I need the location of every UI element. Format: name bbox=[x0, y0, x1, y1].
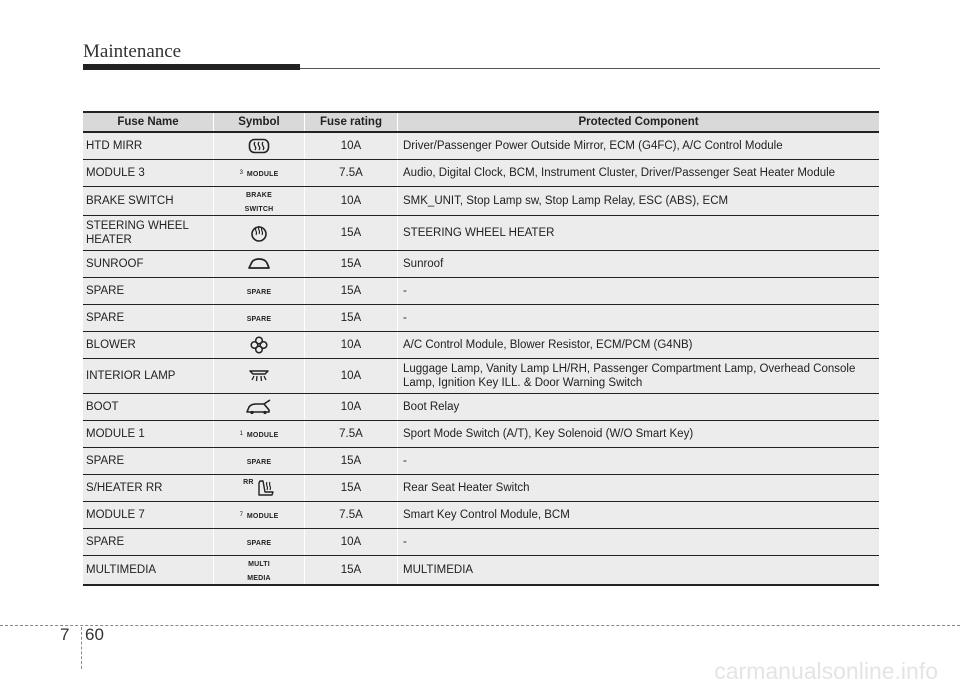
symbol-label: SPARE bbox=[246, 540, 272, 547]
table-header-row bbox=[83, 112, 879, 132]
protected-component: STEERING WHEEL HEATER bbox=[398, 216, 880, 251]
fuse-name: MODULE 7 bbox=[83, 502, 214, 529]
table-row bbox=[83, 278, 879, 305]
protected-component: Sport Mode Switch (A/T), Key Solenoid (W/O Smart Key) bbox=[398, 421, 880, 448]
fuse-name: BLOWER bbox=[83, 332, 214, 359]
fuse-name: MODULE 3 bbox=[83, 160, 214, 187]
fuse-name: INTERIOR LAMP bbox=[83, 359, 214, 394]
fuse-name: HTD MIRR bbox=[83, 132, 214, 160]
protected-component: Sunroof bbox=[398, 251, 880, 278]
table-row bbox=[83, 132, 879, 160]
fuse-name-line2: HEATER bbox=[86, 234, 132, 246]
table-row bbox=[83, 475, 879, 502]
protected-component: - bbox=[398, 278, 880, 305]
table-row bbox=[83, 160, 879, 187]
fuse-symbol bbox=[214, 394, 305, 421]
boot-open-icon bbox=[245, 399, 273, 415]
header-rule bbox=[300, 68, 880, 69]
protected-component: Boot Relay bbox=[398, 394, 880, 421]
protected-component-line1: Luggage Lamp, Vanity Lamp LH/RH, Passenger Compartment Lamp, Overhead Console bbox=[403, 363, 856, 375]
protected-component: - bbox=[398, 448, 880, 475]
table-row bbox=[83, 332, 879, 359]
fuse-rating: 10A bbox=[305, 132, 398, 160]
sunroof-icon bbox=[247, 257, 271, 271]
fuse-symbol bbox=[214, 332, 305, 359]
fuse-rating: 15A bbox=[305, 475, 398, 502]
protected-component: Audio, Digital Clock, BCM, Instrument Cluster, Driver/Passenger Seat Heater Module bbox=[398, 160, 880, 187]
table-row bbox=[83, 251, 879, 278]
fuse-rating: 7.5A bbox=[305, 421, 398, 448]
symbol-label: MODULE bbox=[246, 171, 279, 178]
protected-component: Smart Key Control Module, BCM bbox=[398, 502, 880, 529]
symbol-label: MODULE bbox=[246, 432, 279, 439]
fuse-symbol bbox=[214, 132, 305, 160]
fan-icon bbox=[250, 336, 268, 354]
col-header-symbol: Symbol bbox=[214, 112, 305, 132]
fuse-rating: 10A bbox=[305, 187, 398, 216]
fuse-name: BOOT bbox=[83, 394, 214, 421]
symbol-label-line2: SWITCH bbox=[244, 206, 274, 213]
fuse-name: MODULE 1 bbox=[83, 421, 214, 448]
fuse-rating: 7.5A bbox=[305, 160, 398, 187]
fuse-symbol bbox=[214, 529, 305, 556]
symbol-label: MODULE bbox=[246, 513, 279, 520]
symbol-label: MULTI bbox=[248, 561, 270, 568]
fuse-rating: 15A bbox=[305, 448, 398, 475]
page-number: 60 bbox=[85, 625, 104, 644]
fuse-rating: 10A bbox=[305, 394, 398, 421]
fuse-rating: 10A bbox=[305, 332, 398, 359]
protected-component: Driver/Passenger Power Outside Mirror, ECM (G4FC), A/C Control Module bbox=[398, 132, 880, 160]
table-row bbox=[83, 359, 879, 394]
symbol-label: SPARE bbox=[246, 459, 272, 466]
table-row bbox=[83, 529, 879, 556]
fuse-symbol bbox=[214, 187, 305, 216]
fuse-name: SPARE bbox=[83, 448, 214, 475]
fuse-name: MULTIMEDIA bbox=[83, 556, 214, 586]
symbol-label: SPARE bbox=[246, 316, 272, 323]
symbol-superscript: 1 bbox=[239, 431, 243, 437]
fuse-symbol bbox=[214, 556, 305, 586]
table-row bbox=[83, 187, 879, 216]
col-header-protected-component: Protected Component bbox=[398, 112, 880, 132]
steering-wheel-heater-icon bbox=[250, 224, 268, 242]
interior-lamp-icon bbox=[247, 369, 271, 383]
fuse-name bbox=[83, 216, 214, 251]
symbol-label: BRAKE bbox=[246, 192, 272, 199]
symbol-label-line2: MEDIA bbox=[247, 575, 271, 582]
col-header-fuse-rating: Fuse rating bbox=[305, 112, 398, 132]
fuse-name: SUNROOF bbox=[83, 251, 214, 278]
table-row bbox=[83, 502, 879, 529]
fuse-rating: 15A bbox=[305, 556, 398, 586]
heated-mirror-icon bbox=[248, 138, 270, 154]
fuse-table bbox=[83, 111, 879, 586]
protected-component: - bbox=[398, 305, 880, 332]
fuse-symbol bbox=[214, 160, 305, 187]
fuse-symbol bbox=[214, 475, 305, 502]
protected-component: SMK_UNIT, Stop Lamp sw, Stop Lamp Relay, ESC (ABS), ECM bbox=[398, 187, 880, 216]
fuse-symbol bbox=[214, 278, 305, 305]
fuse-rating: 10A bbox=[305, 359, 398, 394]
fuse-rating: 10A bbox=[305, 529, 398, 556]
table-row bbox=[83, 216, 879, 251]
protected-component: MULTIMEDIA bbox=[398, 556, 880, 586]
fuse-symbol bbox=[214, 251, 305, 278]
protected-component: - bbox=[398, 529, 880, 556]
footer-divider bbox=[81, 627, 82, 669]
fuse-symbol bbox=[214, 502, 305, 529]
header-bar bbox=[83, 64, 300, 70]
fuse-symbol bbox=[214, 216, 305, 251]
fuse-name: BRAKE SWITCH bbox=[83, 187, 214, 216]
fuse-rating: 15A bbox=[305, 216, 398, 251]
table-row bbox=[83, 556, 879, 586]
fuse-name: SPARE bbox=[83, 278, 214, 305]
protected-component-line2: Lamp, Ignition Key ILL. & Door Warning Switch bbox=[403, 377, 643, 389]
fuse-symbol bbox=[214, 421, 305, 448]
symbol-icon-label: RR bbox=[243, 479, 254, 486]
chapter-number: 7 bbox=[60, 625, 70, 644]
col-header-fuse-name: Fuse Name bbox=[83, 112, 214, 132]
table-row bbox=[83, 305, 879, 332]
protected-component: A/C Control Module, Blower Resistor, ECM/PCM (G4NB) bbox=[398, 332, 880, 359]
protected-component: Rear Seat Heater Switch bbox=[398, 475, 880, 502]
table-row bbox=[83, 448, 879, 475]
footer-rule bbox=[0, 625, 960, 626]
fuse-rating: 15A bbox=[305, 305, 398, 332]
fuse-rating: 7.5A bbox=[305, 502, 398, 529]
table-row bbox=[83, 394, 879, 421]
fuse-name: S/HEATER RR bbox=[83, 475, 214, 502]
fuse-symbol bbox=[214, 305, 305, 332]
fuse-name-line1: STEERING WHEEL bbox=[86, 220, 189, 232]
fuse-name: SPARE bbox=[83, 305, 214, 332]
protected-component bbox=[398, 359, 880, 394]
fuse-name: SPARE bbox=[83, 529, 214, 556]
fuse-rating: 15A bbox=[305, 278, 398, 305]
symbol-superscript: 3 bbox=[239, 170, 243, 176]
page-header-title: Maintenance bbox=[83, 41, 182, 62]
watermark: carmanualsonline.info bbox=[714, 658, 938, 684]
symbol-label: SPARE bbox=[246, 289, 272, 296]
fuse-symbol bbox=[214, 448, 305, 475]
rear-seat-heater-icon bbox=[257, 479, 275, 497]
fuse-rating: 15A bbox=[305, 251, 398, 278]
table-row bbox=[83, 421, 879, 448]
fuse-symbol bbox=[214, 359, 305, 394]
symbol-superscript: 7 bbox=[239, 512, 243, 518]
